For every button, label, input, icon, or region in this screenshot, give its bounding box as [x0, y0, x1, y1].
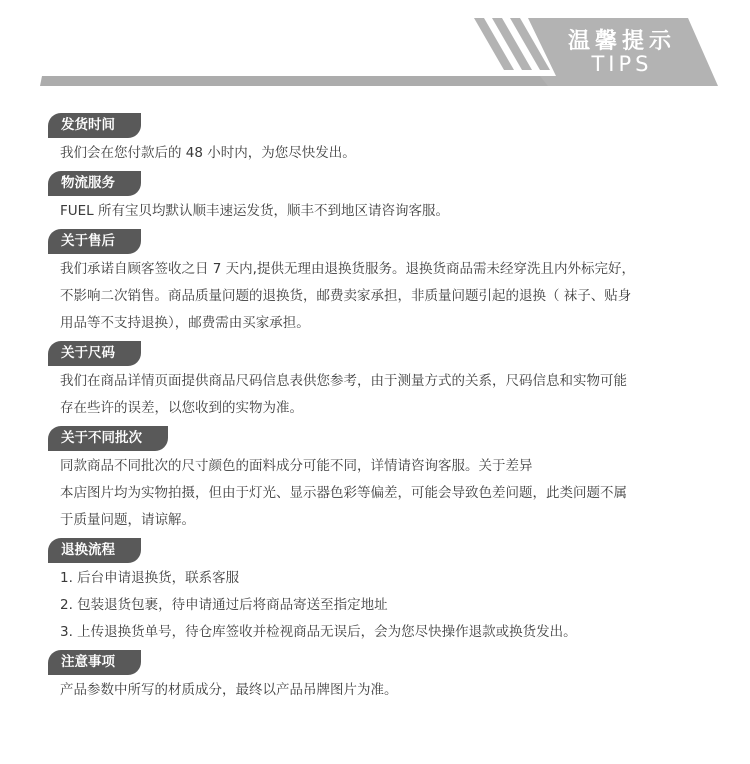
- section-body: [60, 368, 750, 422]
- section-after-sales: [48, 229, 750, 337]
- section-text-line: 同款商品不同批次的尺寸颜色的面料成分可能不同，详情请咨询客服。关于差异: [60, 458, 533, 474]
- section-text-line: 1. 后台申请退换货，联系客服: [60, 570, 240, 586]
- section-body: [60, 256, 750, 337]
- section-title: 物流服务: [48, 171, 141, 196]
- banner-subtitle: TIPS: [591, 52, 653, 76]
- section-text-line: 存在些许的误差，以您收到的实物为准。: [60, 400, 303, 416]
- section-title: 注意事项: [48, 650, 141, 675]
- section-text-line: 2. 包装退货包裹，待申请通过后将商品寄送至指定地址: [60, 597, 388, 613]
- section-title: 关于售后: [48, 229, 141, 254]
- section-text-line: 我们承诺自顾客签收之日 7 天内,提供无理由退换货服务。退换货商品需未经穿洗且内外标完好，: [60, 261, 635, 277]
- section-title: 关于尺码: [48, 341, 141, 366]
- section-batches: [48, 426, 750, 534]
- section-text-line: 不影响二次销售。商品质量问题的退换货，邮费卖家承担，非质量问题引起的退换（ 袜子、贴身: [60, 288, 632, 304]
- section-notes: [48, 650, 750, 704]
- section-text-line: FUEL 所有宝贝均默认顺丰速运发货，顺丰不到地区请咨询客服。: [60, 203, 449, 219]
- tips-banner: [0, 0, 750, 100]
- section-title: 关于不同批次: [48, 426, 168, 451]
- section-text-line: 我们会在您付款后的 48 小时内，为您尽快发出。: [60, 145, 356, 161]
- section-shipping-time: [48, 113, 750, 167]
- section-sizing: [48, 341, 750, 422]
- tips-content: [0, 113, 750, 708]
- section-body: [60, 198, 750, 225]
- section-text-line: 产品参数中所写的材质成分，最终以产品吊牌图片为准。: [60, 682, 398, 698]
- section-text-line: 于质量问题，请谅解。: [60, 512, 195, 528]
- section-return-process: [48, 538, 750, 646]
- section-body: [60, 677, 750, 704]
- section-title: 退换流程: [48, 538, 141, 563]
- banner-title: 温馨提示: [567, 29, 676, 54]
- banner-band: [40, 76, 548, 86]
- section-body: [60, 453, 750, 534]
- section-text-line: 本店图片均为实物拍摄，但由于灯光、显示器色彩等偏差，可能会导致色差问题，此类问题不属: [60, 485, 627, 501]
- section-text-line: 3. 上传退换货单号，待仓库签收并检视商品无误后，会为您尽快操作退款或换货发出。: [60, 624, 577, 640]
- section-text-line: 用品等不支持退换），邮费需由买家承担。: [60, 315, 310, 331]
- section-body: [60, 565, 750, 646]
- section-title: 发货时间: [48, 113, 141, 138]
- section-logistics: [48, 171, 750, 225]
- section-text-line: 我们在商品详情页面提供商品尺码信息表供您参考，由于测量方式的关系，尺码信息和实物可能: [60, 373, 627, 389]
- section-body: [60, 140, 750, 167]
